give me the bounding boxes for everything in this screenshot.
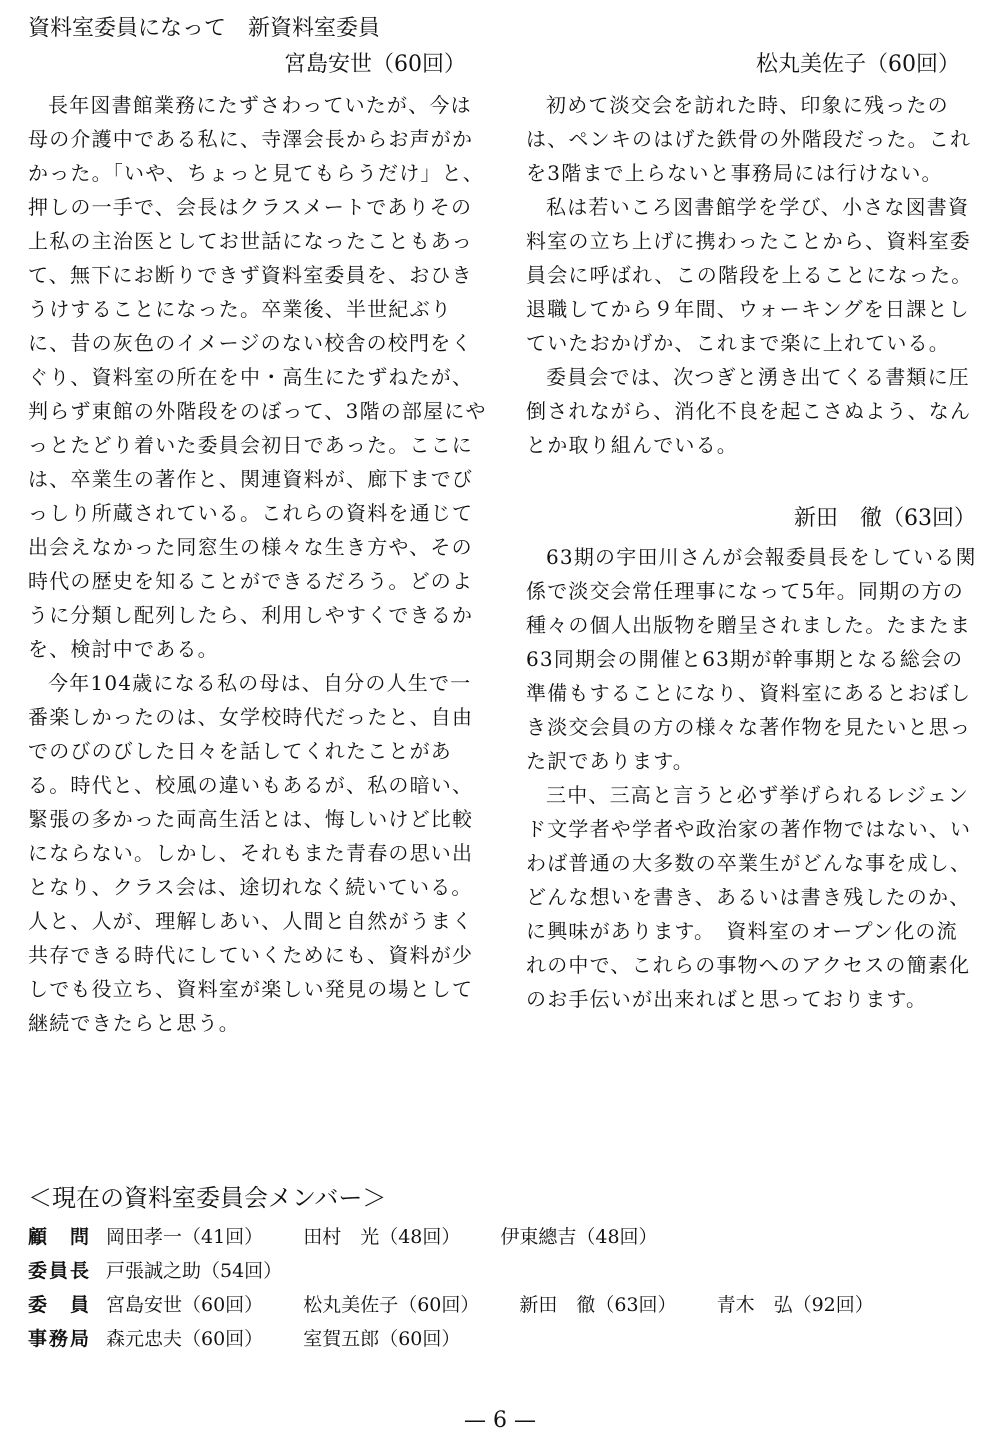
member-row <box>28 1254 978 1288</box>
paragraph: 委員会では、次つぎと湧き出てくる書類に圧倒されながら、消化不良を起こさぬよう、なんとか取り組んでいる。 <box>526 365 972 457</box>
member-role: 顧 問 <box>28 1226 92 1248</box>
member-name: 岡田孝一（41回） <box>106 1226 264 1248</box>
member-row <box>28 1288 978 1322</box>
member-name: 戸張誠之助（54回） <box>106 1260 283 1282</box>
article-column-right-matsumaru <box>526 88 978 462</box>
article-column-left <box>28 88 490 1040</box>
member-row <box>28 1322 978 1356</box>
member-name: 室賀五郎（60回） <box>303 1328 461 1350</box>
paragraph: 今年104歳になる私の母は、自分の人生で一番楽しかったのは、女学校時代だったと、自由でのびのびした日々を話してくれたことがある。時代と、校風の違いもあるが、私の暗い、緊張の多かった両高生活とは、悔しいけど比較にならない。しかし、それもまた青春の思い出となり、クラス会は、途切れなく続いている。人と、人が、理解しあい、人間と自然がうまく共存できる時代にしていくためにも、資料が少しでも役立ち、資料室が楽しい発見の場として継続できたらと思う。 <box>28 671 474 1035</box>
member-name: 田村 光（48回） <box>303 1226 461 1248</box>
author-matsumaru: 松丸美佐子（60回） <box>756 52 960 77</box>
member-role: 委 員 <box>28 1294 92 1316</box>
page-number: — 6 — <box>464 1408 536 1433</box>
paragraph: 初めて淡交会を訪れた時、印象に残ったのは、ペンキのはげた鉄骨の外階段だった。これを3階まで上らないと事務局には行けない。 <box>526 93 972 185</box>
article-column-right-nitta <box>526 540 978 1016</box>
members-title: ＜現在の資料室委員会メンバー＞ <box>28 1184 387 1212</box>
member-name: 新田 徹（63回） <box>519 1294 677 1316</box>
member-name: 青木 弘（92回） <box>716 1294 874 1316</box>
member-row <box>28 1220 978 1254</box>
member-name: 森元忠夫（60回） <box>106 1328 264 1350</box>
paragraph: 長年図書館業務にたずさわっていたが、今は母の介護中である私に、寺澤会長からお声がかかった。「いや、ちょっと見てもらうだけ」と、押しの一手で、会長はクラスメートでありその上私の主治医としてお世話になったこともあって、無下にお断りできず資料室委員を、おひきうけすることになった。卒業後、半世紀ぶりに、昔の灰色のイメージのない校舎の校門をくぐり、資料室の所在を中・高生にたずねたが、判らず東館の外階段をのぼって、3階の部屋にやっとたどり着いた委員会初日であった。ここには、卒業生の著作と、関連資料が、廊下までびっしり所蔵されている。これらの資料を通じて出会えなかった同窓生の様々な生き方や、その時代の歴史を知ることができるだろう。どのように分類し配列したら、利用しやすくできるかを、検討中である。 <box>28 93 487 661</box>
paragraph: 私は若いころ図書館学を学び、小さな図書資料室の立ち上げに携わったことから、資料室委員会に呼ばれ、この階段を上ることになった。退職してから９年間、ウォーキングを日課としていたおかげか、これまで楽に上れている。 <box>526 195 973 355</box>
paragraph: 三中、三高と言うと必ず挙げられるレジェンド文学者や学者や政治家の著作物ではない、いわば普通の大多数の卒業生がどんな事を成し、どんな想いを書き、あるいは書き残したのか、に興味があります。 資料室のオープン化の流れの中で、これらの事物へのアクセスの簡素化のお手伝いが出来ればと思っております。 <box>526 783 972 1011</box>
member-role: 事務局 <box>28 1328 92 1350</box>
member-name: 宮島安世（60回） <box>106 1294 264 1316</box>
article-heading: 資料室委員になって 新資料室委員 <box>28 16 381 41</box>
author-nitta: 新田 徹（63回） <box>794 506 976 531</box>
paragraph: 63期の宇田川さんが会報委員長をしている関係で淡交会常任理事になって5年。同期の方の種々の個人出版物を贈呈されました。たまたま63同期会の開催と63期が幹事期となる総会の準備もすることになり、資料室にあるとおぼしき淡交会員の方の様々な著作物を見たいと思った訳であります。 <box>526 545 977 773</box>
member-name: 松丸美佐子（60回） <box>303 1294 480 1316</box>
member-role: 委員長 <box>28 1260 92 1282</box>
author-miyajima: 宮島安世（60回） <box>284 52 466 77</box>
member-name: 伊東總吉（48回） <box>500 1226 658 1248</box>
committee-members <box>28 1180 978 1356</box>
